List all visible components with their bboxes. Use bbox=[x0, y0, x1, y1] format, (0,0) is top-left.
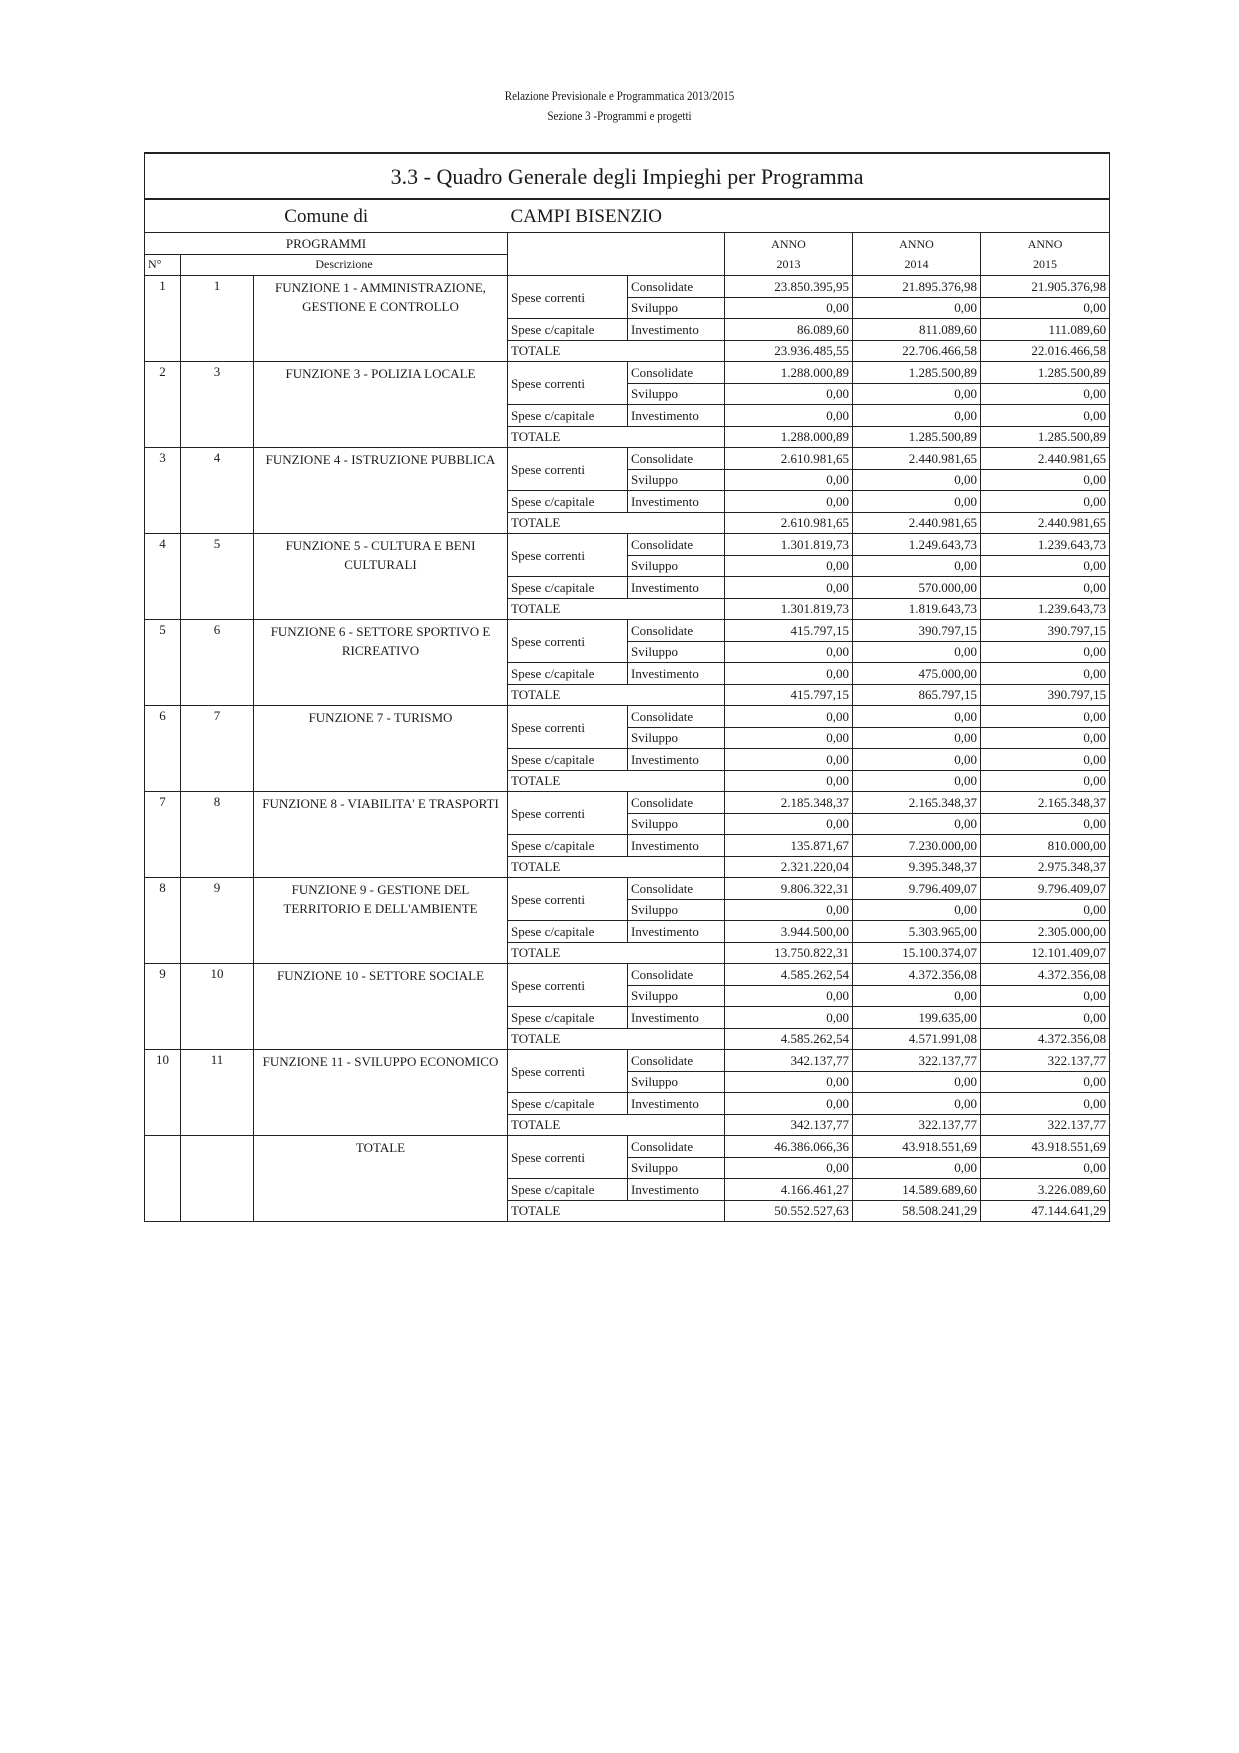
investimento-value-2013: 0,00 bbox=[725, 663, 853, 685]
sviluppo-value-2014: 0,00 bbox=[853, 1071, 981, 1093]
sviluppo-value-2015: 0,00 bbox=[981, 641, 1110, 663]
totale-value-2014: 0,00 bbox=[853, 770, 981, 792]
totale-value-2015: 12.101.409,07 bbox=[981, 942, 1110, 964]
sviluppo-value-2014: 0,00 bbox=[853, 813, 981, 835]
consolidate-value-2013: 2.610.981,65 bbox=[725, 448, 853, 470]
sviluppo-label: Sviluppo bbox=[628, 727, 725, 749]
investimento-value-2013: 86.089,60 bbox=[725, 319, 853, 341]
investimento-value-2015: 0,00 bbox=[981, 491, 1110, 513]
sviluppo-value-2013: 0,00 bbox=[725, 297, 853, 319]
investimento-value-2013: 0,00 bbox=[725, 1093, 853, 1115]
spese-correnti-label: Spese correnti bbox=[508, 276, 628, 319]
table-row-consolidate bbox=[145, 878, 1110, 900]
program-description: FUNZIONE 9 - GESTIONE DEL TERRITORIO E DELL'AMBIENTE bbox=[254, 878, 508, 964]
program-description: FUNZIONE 5 - CULTURA E BENI CULTURALI bbox=[254, 534, 508, 620]
consolidate-label: Consolidate bbox=[628, 964, 725, 986]
spese-correnti-label: Spese correnti bbox=[508, 792, 628, 835]
consolidate-value-2015: 21.905.376,98 bbox=[981, 276, 1110, 298]
program-description: FUNZIONE 1 - AMMINISTRAZIONE, GESTIONE E CONTROLLO bbox=[254, 276, 508, 362]
document-header-title: Relazione Previsionale e Programmatica 2013/2015 bbox=[504, 88, 735, 103]
program-description: FUNZIONE 7 - TURISMO bbox=[254, 706, 508, 792]
totale-label: TOTALE bbox=[508, 1200, 725, 1222]
investimento-value-2015: 3.226.089,60 bbox=[981, 1179, 1110, 1201]
totale-value-2015: 2.440.981,65 bbox=[981, 512, 1110, 534]
totale-label: TOTALE bbox=[508, 512, 725, 534]
table-row-consolidate bbox=[145, 792, 1110, 814]
sviluppo-value-2013: 0,00 bbox=[725, 1157, 853, 1179]
investimento-label: Investimento bbox=[628, 405, 725, 427]
spese-correnti-label: Spese correnti bbox=[508, 878, 628, 921]
consolidate-value-2015: 43.918.551,69 bbox=[981, 1136, 1110, 1158]
investimento-value-2015: 2.305.000,00 bbox=[981, 921, 1110, 943]
sviluppo-value-2015: 0,00 bbox=[981, 469, 1110, 491]
spese-correnti-label: Spese correnti bbox=[508, 964, 628, 1007]
consolidate-value-2013: 342.137,77 bbox=[725, 1050, 853, 1072]
spese-correnti-label: Spese correnti bbox=[508, 1136, 628, 1179]
investimento-value-2014: 5.303.965,00 bbox=[853, 921, 981, 943]
sviluppo-value-2014: 0,00 bbox=[853, 727, 981, 749]
consolidate-value-2015: 2.165.348,37 bbox=[981, 792, 1110, 814]
consolidate-value-2013: 4.585.262,54 bbox=[725, 964, 853, 986]
impieghi-table bbox=[144, 152, 1110, 1222]
investimento-value-2013: 0,00 bbox=[725, 577, 853, 599]
program-description: FUNZIONE 6 - SETTORE SPORTIVO E RICREATIVO bbox=[254, 620, 508, 706]
spese-capitale-label: Spese c/capitale bbox=[508, 1007, 628, 1029]
investimento-value-2015: 810.000,00 bbox=[981, 835, 1110, 857]
investimento-value-2013: 0,00 bbox=[725, 405, 853, 427]
totale-label: TOTALE bbox=[508, 598, 725, 620]
program-code: 5 bbox=[181, 534, 254, 620]
sviluppo-value-2015: 0,00 bbox=[981, 727, 1110, 749]
totale-value-2014: 15.100.374,07 bbox=[853, 942, 981, 964]
consolidate-value-2014: 1.285.500,89 bbox=[853, 362, 981, 384]
sviluppo-value-2014: 0,00 bbox=[853, 641, 981, 663]
descrizione-header: Descrizione bbox=[181, 254, 508, 276]
sviluppo-value-2013: 0,00 bbox=[725, 813, 853, 835]
program-code bbox=[181, 1136, 254, 1222]
consolidate-value-2015: 322.137,77 bbox=[981, 1050, 1110, 1072]
totale-label: TOTALE bbox=[508, 684, 725, 706]
consolidate-value-2013: 46.386.066,36 bbox=[725, 1136, 853, 1158]
program-code: 1 bbox=[181, 276, 254, 362]
totale-value-2015: 322.137,77 bbox=[981, 1114, 1110, 1136]
totale-value-2013: 415.797,15 bbox=[725, 684, 853, 706]
sviluppo-value-2014: 0,00 bbox=[853, 899, 981, 921]
investimento-label: Investimento bbox=[628, 749, 725, 771]
investimento-value-2015: 0,00 bbox=[981, 749, 1110, 771]
consolidate-value-2013: 0,00 bbox=[725, 706, 853, 728]
year-header-2013: ANNO 2013 bbox=[725, 233, 853, 276]
sviluppo-label: Sviluppo bbox=[628, 297, 725, 319]
consolidate-value-2015: 1.285.500,89 bbox=[981, 362, 1110, 384]
program-description: FUNZIONE 3 - POLIZIA LOCALE bbox=[254, 362, 508, 448]
investimento-value-2015: 111.089,60 bbox=[981, 319, 1110, 341]
spese-capitale-label: Spese c/capitale bbox=[508, 921, 628, 943]
consolidate-value-2015: 2.440.981,65 bbox=[981, 448, 1110, 470]
investimento-value-2015: 0,00 bbox=[981, 405, 1110, 427]
consolidate-value-2014: 43.918.551,69 bbox=[853, 1136, 981, 1158]
spese-capitale-label: Spese c/capitale bbox=[508, 491, 628, 513]
totale-value-2015: 4.372.356,08 bbox=[981, 1028, 1110, 1050]
document-header-section: Sezione 3 -Programmi e progetti bbox=[547, 108, 692, 123]
program-number: 6 bbox=[145, 706, 181, 792]
investimento-value-2013: 135.871,67 bbox=[725, 835, 853, 857]
table-row-consolidate bbox=[145, 534, 1110, 556]
spese-capitale-label: Spese c/capitale bbox=[508, 663, 628, 685]
investimento-label: Investimento bbox=[628, 319, 725, 341]
sviluppo-value-2014: 0,00 bbox=[853, 985, 981, 1007]
totale-label: TOTALE bbox=[508, 340, 725, 362]
sviluppo-value-2014: 0,00 bbox=[853, 469, 981, 491]
sviluppo-value-2013: 0,00 bbox=[725, 555, 853, 577]
totale-value-2014: 4.571.991,08 bbox=[853, 1028, 981, 1050]
sviluppo-value-2015: 0,00 bbox=[981, 297, 1110, 319]
program-code: 11 bbox=[181, 1050, 254, 1136]
program-code: 6 bbox=[181, 620, 254, 706]
investimento-value-2014: 7.230.000,00 bbox=[853, 835, 981, 857]
consolidate-label: Consolidate bbox=[628, 448, 725, 470]
sviluppo-value-2013: 0,00 bbox=[725, 899, 853, 921]
table-title: 3.3 - Quadro Generale degli Impieghi per Programma bbox=[145, 153, 1110, 199]
totale-value-2014: 22.706.466,58 bbox=[853, 340, 981, 362]
program-code: 10 bbox=[181, 964, 254, 1050]
investimento-label: Investimento bbox=[628, 491, 725, 513]
table-row-consolidate bbox=[145, 1136, 1110, 1158]
program-number: 7 bbox=[145, 792, 181, 878]
sviluppo-value-2015: 0,00 bbox=[981, 985, 1110, 1007]
consolidate-label: Consolidate bbox=[628, 276, 725, 298]
totale-value-2013: 1.288.000,89 bbox=[725, 426, 853, 448]
consolidate-label: Consolidate bbox=[628, 534, 725, 556]
sviluppo-value-2015: 0,00 bbox=[981, 1071, 1110, 1093]
sviluppo-value-2013: 0,00 bbox=[725, 383, 853, 405]
totale-value-2015: 0,00 bbox=[981, 770, 1110, 792]
program-description: FUNZIONE 10 - SETTORE SOCIALE bbox=[254, 964, 508, 1050]
investimento-value-2013: 4.166.461,27 bbox=[725, 1179, 853, 1201]
program-description: TOTALE bbox=[254, 1136, 508, 1222]
sviluppo-label: Sviluppo bbox=[628, 641, 725, 663]
totale-value-2015: 1.239.643,73 bbox=[981, 598, 1110, 620]
investimento-value-2014: 14.589.689,60 bbox=[853, 1179, 981, 1201]
spese-capitale-label: Spese c/capitale bbox=[508, 1093, 628, 1115]
consolidate-value-2014: 4.372.356,08 bbox=[853, 964, 981, 986]
spese-correnti-label: Spese correnti bbox=[508, 620, 628, 663]
investimento-label: Investimento bbox=[628, 577, 725, 599]
table-row-consolidate bbox=[145, 1050, 1110, 1072]
year-header-2015: ANNO 2015 bbox=[981, 233, 1110, 276]
consolidate-value-2013: 1.288.000,89 bbox=[725, 362, 853, 384]
program-number: 2 bbox=[145, 362, 181, 448]
comune-name: CAMPI BISENZIO bbox=[508, 199, 1110, 233]
totale-value-2013: 2.610.981,65 bbox=[725, 512, 853, 534]
consolidate-value-2013: 23.850.395,95 bbox=[725, 276, 853, 298]
sviluppo-value-2013: 0,00 bbox=[725, 1071, 853, 1093]
totale-label: TOTALE bbox=[508, 942, 725, 964]
totale-value-2015: 390.797,15 bbox=[981, 684, 1110, 706]
table-row-consolidate bbox=[145, 362, 1110, 384]
investimento-value-2014: 811.089,60 bbox=[853, 319, 981, 341]
consolidate-label: Consolidate bbox=[628, 1050, 725, 1072]
consolidate-value-2015: 9.796.409,07 bbox=[981, 878, 1110, 900]
spese-capitale-label: Spese c/capitale bbox=[508, 1179, 628, 1201]
totale-value-2014: 58.508.241,29 bbox=[853, 1200, 981, 1222]
investimento-label: Investimento bbox=[628, 1007, 725, 1029]
sviluppo-value-2015: 0,00 bbox=[981, 813, 1110, 835]
sviluppo-label: Sviluppo bbox=[628, 383, 725, 405]
program-code: 7 bbox=[181, 706, 254, 792]
totale-label: TOTALE bbox=[508, 426, 725, 448]
totale-value-2013: 1.301.819,73 bbox=[725, 598, 853, 620]
sviluppo-label: Sviluppo bbox=[628, 1157, 725, 1179]
sviluppo-label: Sviluppo bbox=[628, 899, 725, 921]
consolidate-value-2015: 390.797,15 bbox=[981, 620, 1110, 642]
sviluppo-value-2013: 0,00 bbox=[725, 727, 853, 749]
totale-value-2015: 1.285.500,89 bbox=[981, 426, 1110, 448]
table-row-consolidate bbox=[145, 448, 1110, 470]
sviluppo-label: Sviluppo bbox=[628, 813, 725, 835]
sviluppo-value-2013: 0,00 bbox=[725, 985, 853, 1007]
investimento-value-2014: 570.000,00 bbox=[853, 577, 981, 599]
program-number: 8 bbox=[145, 878, 181, 964]
programmi-header: PROGRAMMI bbox=[145, 233, 508, 255]
consolidate-value-2014: 1.249.643,73 bbox=[853, 534, 981, 556]
program-description: FUNZIONE 11 - SVILUPPO ECONOMICO bbox=[254, 1050, 508, 1136]
investimento-value-2013: 0,00 bbox=[725, 749, 853, 771]
totale-label: TOTALE bbox=[508, 856, 725, 878]
consolidate-value-2014: 322.137,77 bbox=[853, 1050, 981, 1072]
table-row-consolidate bbox=[145, 276, 1110, 298]
spese-correnti-label: Spese correnti bbox=[508, 706, 628, 749]
investimento-value-2013: 0,00 bbox=[725, 491, 853, 513]
sviluppo-label: Sviluppo bbox=[628, 555, 725, 577]
consolidate-value-2013: 415.797,15 bbox=[725, 620, 853, 642]
consolidate-value-2013: 9.806.322,31 bbox=[725, 878, 853, 900]
program-number: 9 bbox=[145, 964, 181, 1050]
totale-value-2013: 2.321.220,04 bbox=[725, 856, 853, 878]
totale-label: TOTALE bbox=[508, 1114, 725, 1136]
sviluppo-value-2014: 0,00 bbox=[853, 555, 981, 577]
table-row-consolidate bbox=[145, 964, 1110, 986]
totale-value-2013: 0,00 bbox=[725, 770, 853, 792]
program-code: 4 bbox=[181, 448, 254, 534]
sviluppo-label: Sviluppo bbox=[628, 1071, 725, 1093]
spese-capitale-label: Spese c/capitale bbox=[508, 577, 628, 599]
consolidate-label: Consolidate bbox=[628, 620, 725, 642]
investimento-value-2014: 0,00 bbox=[853, 1093, 981, 1115]
consolidate-value-2013: 2.185.348,37 bbox=[725, 792, 853, 814]
totale-value-2014: 1.285.500,89 bbox=[853, 426, 981, 448]
investimento-label: Investimento bbox=[628, 1093, 725, 1115]
totale-value-2014: 1.819.643,73 bbox=[853, 598, 981, 620]
spese-capitale-label: Spese c/capitale bbox=[508, 835, 628, 857]
consolidate-value-2014: 390.797,15 bbox=[853, 620, 981, 642]
program-number: 3 bbox=[145, 448, 181, 534]
program-description: FUNZIONE 4 - ISTRUZIONE PUBBLICA bbox=[254, 448, 508, 534]
totale-label: TOTALE bbox=[508, 1028, 725, 1050]
program-number: 10 bbox=[145, 1050, 181, 1136]
consolidate-value-2014: 2.165.348,37 bbox=[853, 792, 981, 814]
program-code: 8 bbox=[181, 792, 254, 878]
sviluppo-value-2014: 0,00 bbox=[853, 1157, 981, 1179]
investimento-value-2014: 475.000,00 bbox=[853, 663, 981, 685]
n-header: N° bbox=[145, 254, 181, 276]
investimento-value-2015: 0,00 bbox=[981, 663, 1110, 685]
consolidate-label: Consolidate bbox=[628, 792, 725, 814]
sviluppo-value-2015: 0,00 bbox=[981, 899, 1110, 921]
comune-label: Comune di bbox=[145, 199, 508, 233]
sviluppo-value-2013: 0,00 bbox=[725, 641, 853, 663]
spese-capitale-label: Spese c/capitale bbox=[508, 749, 628, 771]
spese-correnti-label: Spese correnti bbox=[508, 1050, 628, 1093]
investimento-value-2014: 0,00 bbox=[853, 405, 981, 427]
sviluppo-value-2013: 0,00 bbox=[725, 469, 853, 491]
investimento-value-2014: 0,00 bbox=[853, 491, 981, 513]
spese-correnti-label: Spese correnti bbox=[508, 448, 628, 491]
program-number bbox=[145, 1136, 181, 1222]
consolidate-value-2015: 0,00 bbox=[981, 706, 1110, 728]
spese-correnti-label: Spese correnti bbox=[508, 534, 628, 577]
investimento-label: Investimento bbox=[628, 1179, 725, 1201]
totale-value-2014: 322.137,77 bbox=[853, 1114, 981, 1136]
program-number: 5 bbox=[145, 620, 181, 706]
investimento-value-2014: 0,00 bbox=[853, 749, 981, 771]
table-row-consolidate bbox=[145, 706, 1110, 728]
investimento-value-2015: 0,00 bbox=[981, 577, 1110, 599]
sviluppo-value-2014: 0,00 bbox=[853, 297, 981, 319]
totale-value-2013: 13.750.822,31 bbox=[725, 942, 853, 964]
year-header-2014: ANNO 2014 bbox=[853, 233, 981, 276]
empty-header-cell bbox=[508, 233, 725, 276]
totale-label: TOTALE bbox=[508, 770, 725, 792]
program-code: 3 bbox=[181, 362, 254, 448]
program-code: 9 bbox=[181, 878, 254, 964]
table-row-consolidate bbox=[145, 620, 1110, 642]
investimento-value-2014: 199.635,00 bbox=[853, 1007, 981, 1029]
spese-capitale-label: Spese c/capitale bbox=[508, 405, 628, 427]
investimento-value-2015: 0,00 bbox=[981, 1007, 1110, 1029]
investimento-value-2015: 0,00 bbox=[981, 1093, 1110, 1115]
totale-value-2013: 4.585.262,54 bbox=[725, 1028, 853, 1050]
sviluppo-value-2015: 0,00 bbox=[981, 1157, 1110, 1179]
sviluppo-value-2015: 0,00 bbox=[981, 383, 1110, 405]
consolidate-value-2013: 1.301.819,73 bbox=[725, 534, 853, 556]
consolidate-value-2014: 21.895.376,98 bbox=[853, 276, 981, 298]
program-number: 1 bbox=[145, 276, 181, 362]
totale-value-2013: 50.552.527,63 bbox=[725, 1200, 853, 1222]
investimento-value-2013: 3.944.500,00 bbox=[725, 921, 853, 943]
program-description: FUNZIONE 8 - VIABILITA' E TRASPORTI bbox=[254, 792, 508, 878]
consolidate-value-2015: 4.372.356,08 bbox=[981, 964, 1110, 986]
consolidate-label: Consolidate bbox=[628, 1136, 725, 1158]
consolidate-value-2014: 0,00 bbox=[853, 706, 981, 728]
consolidate-value-2014: 2.440.981,65 bbox=[853, 448, 981, 470]
sviluppo-value-2014: 0,00 bbox=[853, 383, 981, 405]
sviluppo-label: Sviluppo bbox=[628, 469, 725, 491]
program-number: 4 bbox=[145, 534, 181, 620]
spese-correnti-label: Spese correnti bbox=[508, 362, 628, 405]
consolidate-value-2014: 9.796.409,07 bbox=[853, 878, 981, 900]
sviluppo-value-2015: 0,00 bbox=[981, 555, 1110, 577]
consolidate-label: Consolidate bbox=[628, 362, 725, 384]
totale-value-2014: 9.395.348,37 bbox=[853, 856, 981, 878]
investimento-value-2013: 0,00 bbox=[725, 1007, 853, 1029]
investimento-label: Investimento bbox=[628, 663, 725, 685]
consolidate-label: Consolidate bbox=[628, 878, 725, 900]
totale-value-2015: 47.144.641,29 bbox=[981, 1200, 1110, 1222]
totale-value-2014: 2.440.981,65 bbox=[853, 512, 981, 534]
totale-value-2015: 2.975.348,37 bbox=[981, 856, 1110, 878]
totale-value-2013: 23.936.485,55 bbox=[725, 340, 853, 362]
totale-value-2014: 865.797,15 bbox=[853, 684, 981, 706]
totale-value-2015: 22.016.466,58 bbox=[981, 340, 1110, 362]
totale-value-2013: 342.137,77 bbox=[725, 1114, 853, 1136]
investimento-label: Investimento bbox=[628, 921, 725, 943]
investimento-label: Investimento bbox=[628, 835, 725, 857]
spese-capitale-label: Spese c/capitale bbox=[508, 319, 628, 341]
sviluppo-label: Sviluppo bbox=[628, 985, 725, 1007]
consolidate-value-2015: 1.239.643,73 bbox=[981, 534, 1110, 556]
consolidate-label: Consolidate bbox=[628, 706, 725, 728]
